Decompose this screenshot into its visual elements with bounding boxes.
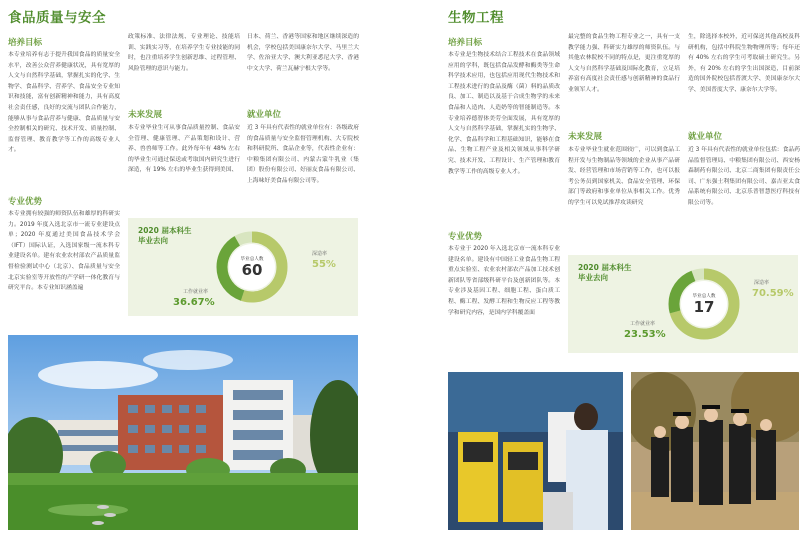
total-graduates-value: 17 — [693, 298, 715, 316]
graduate-donut-chart — [214, 229, 290, 305]
further-study-rate: 70.59% — [752, 288, 794, 299]
stats-title-line1: 2020 届本科生 — [578, 263, 632, 272]
further-study-label: 深造率 — [312, 251, 328, 257]
training-goal-text: 本专业培养有志于提升我国食品的质量安全水平，改善公众营养健康状况，具有宽厚的人文与自然科学基础，掌握扎实的化学、生物学、食品科学、营养学、食品安全专业知识和技能，富有创新精神和能力，具有高度社会责任感，良好的交流与团队合作能力，能够从事与食品营养与健康、食品质量与安全控制相关的研究、技术开发、质量控制、监督管理、教育教学等工作的高级专业人才。 — [8, 52, 120, 154]
employment-label: 工作就业率 — [183, 289, 209, 295]
total-graduates-label: 毕业总人数 — [692, 294, 716, 299]
employment-label: 工作就业率 — [630, 321, 656, 327]
graduate-stats-box — [128, 218, 358, 316]
further-study-label: 深造率 — [754, 280, 770, 286]
col3-continued-text: 生，除选择本校外，近可保送其他高校及科研机构，包括中科院生物物理所等；每年还有 40% 左右的学生可考取硕士研究生。另外，有 20% 左右的学生出国深造，目前深造的国外院校包括普渡大学、美国康奈尔大学、美国普度大学、康奈尔大学等。 — [688, 34, 800, 93]
graduates-illustration — [631, 372, 799, 530]
lab-illustration — [448, 372, 623, 530]
page-title: 生物工程 — [448, 10, 504, 26]
donut-center — [666, 266, 742, 342]
further-study-rate: 55% — [312, 259, 336, 270]
page-title: 食品质量与安全 — [8, 10, 106, 26]
graduate-stats-box — [568, 255, 798, 353]
stats-title — [138, 226, 192, 246]
future-heading: 未来发展 — [128, 110, 163, 120]
employment-rate: 23.53% — [624, 329, 666, 340]
stats-title-line1: 2020 届本科生 — [138, 226, 192, 235]
future-heading: 未来发展 — [568, 132, 603, 142]
stats-title-line2: 毕业去向 — [138, 236, 168, 245]
total-graduates-value: 60 — [241, 261, 263, 279]
col3-continued-text: 日本、荷兰、香港等国家和地区继续深造的机会，学校包括美国康奈尔大学、马里兰大学、佐治亚大学、澳大利亚悉尼大学、香港中文大学、荷兰瓦赫宁根大学等。 — [247, 34, 359, 72]
stats-title-line2: 毕业去向 — [578, 273, 608, 282]
employment-rate: 36.67% — [173, 297, 215, 308]
future-text: 本专业毕业生就业范围较广，可以到食品工程开发与生物制品等领域的企业从事产品研发、经营管理和市场营销等工作，也可以报考公务员到国家机关、食品安全管理、环保部门等政府和事业单位从事相关工作。优秀的学生可以免试推荐攻读研究 — [568, 147, 680, 206]
future-text: 本专业毕业生可从事食品质量控制、食品安全管理、健康管理、产品策划和设计、营养、兽兽师等工作。此外每年有 48% 左右的毕业生可通过保送或考取国内研究生进行深造，有 19% 左右的毕业生获得到美国、 — [128, 125, 240, 174]
campus-illustration — [8, 335, 358, 530]
total-graduates-label: 毕业总人数 — [240, 257, 264, 262]
col2-continued-text: 最完整的食品生物工程专业之一，具有一支教学能力强、科研实力雄厚的师资队伍。与其他农林院校不同的特点是，更注重宽厚的人文与自然科学基础及国际化教育，立足培养富有高度社会责任感与创新精神的食品行业领军人才。 — [568, 34, 680, 93]
advantage-text: 本专业于 2020 年入选北京市一流本科专业建设名单。建设有中国轻工业食品生物工程重点实验室、农业农村部农产品加工技术创新团队等省部级科研平台及创新团队等。本专业涉及基因工程、细胞工程、蛋白质工程、酶工程、发酵工程和生物反应工程等教学和研究内容，是国内学科覆盖面 — [448, 246, 560, 316]
advantage-heading: 专业优势 — [448, 232, 483, 242]
lab-equipment-photo — [448, 372, 623, 530]
employers-text: 近 3 年具有代表性的就业单位包括：食品药品监督管理局、中粮集团有限公司、西安杨森制药有限公司、北京二商集团有限责任公司、广东强士利集团有限公司、嘉吉亚太食品系统有限公司、北京乐普智慧医疗科技有限公司等。 — [688, 147, 800, 206]
employers-heading: 就业单位 — [247, 110, 282, 120]
training-goal-heading: 培养目标 — [8, 38, 43, 48]
stats-title — [578, 263, 632, 283]
advantage-heading: 专业优势 — [8, 197, 43, 207]
graduates-photo — [631, 372, 799, 530]
graduate-donut-chart — [666, 266, 742, 342]
training-goal-heading: 培养目标 — [448, 38, 483, 48]
donut-center — [214, 229, 290, 305]
campus-building-photo — [8, 335, 358, 530]
right-page — [403, 0, 806, 538]
employers-text: 近 3 年具有代表性的就业单位有：各级政府的食品质量与安全监督管理机构、大专院校和科研院所、食品企业等，代表性企业有：中粮集团有限公司、内蒙古蒙牛乳业（集团）股份有限公司、好丽友食品有限公司、上海味好美食品有限公司等。 — [247, 125, 359, 184]
training-goal-text: 本专业是生物技术结合工程技术在食品领域应用的学科，既包括食品发酵和酶类等生命科学技术应用，也包括应用现代生物技术和工程技术进行的食品及酶（菌）料的品质改良、加工、制造以及基于合成生物学的未来食品和人造肉、人造奶等的智能制造等。本专业培养德智体美劳全面发展，具有宽厚的人文与自然科学基础，掌握扎实的生物学、化学、食品科学和工程基础知识，能够在食品、生物工程产业及相关领域从事科学研究、技术开发、工程设计、生产管理和教育教学等工作的高级专业人才。 — [448, 52, 560, 175]
employers-heading: 就业单位 — [688, 132, 723, 142]
advantage-text: 本专业拥有较强的师资队伍和雄厚的科研实力。2019 年度入选北京市一流专业建设点单；2020 年度通过美国食品技术学会（IFT）国际认证，入选国家级一流本科专业建设名单。建有农业农村部农产品质量监督检验测试中心（北京）、食品质量与安全北京实验室等开放性的产学研一体化教育与研究平台。本专业知识涵盖遍 — [8, 211, 120, 292]
col2-continued-text: 政策标准、法律法规、专业理论、技能培训、实践实习等，在培养学生专业技能的同时，也注重培养学生创新思维、过程管理、风险管理的意识与能力。 — [128, 34, 240, 72]
